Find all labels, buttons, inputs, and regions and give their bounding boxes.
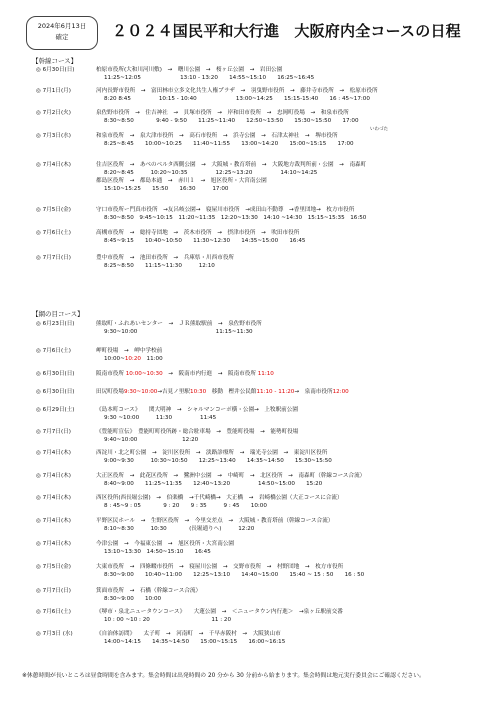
route-line: 大正区役所 → 此花区役所 → 鷺洲中公園 → 中崎町 → 北区役所 → 南森町（幹線コース合流） xyxy=(96,473,366,479)
schedule-date: ◎ 6月30日(日) xyxy=(36,67,75,73)
schedule-date: ◎ 6月23日(日) xyxy=(36,321,75,327)
time-line: 8:40~9:00 11:25~11:35 12:40~13:20 14:50~15:00 15:20 xyxy=(104,481,323,487)
footer-note: ※休憩時間が長いところは昼食時間を含みます。集会時間は出発時間の 20 分から 30 分前から始まります。集会時間は地元実行委員会にご確認ください。 xyxy=(22,673,425,679)
main-section-label: 【幹線コース】 xyxy=(32,57,78,65)
route-line: 平野区民ホール → 生野区役所 → 今里交差点 → 大阪城・教育塔前（幹線コース合流） xyxy=(96,518,334,524)
time-line: 8:30~9:00 10:00 xyxy=(104,596,162,602)
schedule-date: ◎ 7月7日(日) xyxy=(36,255,71,261)
route-segment: →吉見ノ里駅 xyxy=(157,389,191,395)
route-line: 大東市役所 → 四條畷市役所 → 寝屋川公園 → 交野市役所 → 村野団地 → 枚方市役所 xyxy=(96,564,344,570)
time-line: 9:00~9:30 10:30~10:50 12:25~13:40 14:35~14:50 15:30~15:50 xyxy=(104,458,332,464)
route-segment: 移動 樫井公民館 xyxy=(206,389,257,395)
route-line: 守口市役所ー門真市役所 →友呂岐公園→ 寝屋川市役所 →成田山不動尊 →香里団地→ 枚方市役所 xyxy=(96,207,355,213)
time-line: 9:30~10:00 11:15~11:30 xyxy=(104,329,253,335)
red-time: 12:00 xyxy=(332,389,349,395)
route-line: 柏原市役所(大和川河川敷) → 曙川公園 → 桜ヶ丘公園 → 岩田公園 xyxy=(96,67,283,73)
schedule-date: ◎ 7月4日(木) xyxy=(36,541,71,547)
red-time: 10:30 xyxy=(190,389,207,395)
time-line: 8:20~8:45 10:20~10:35 12:25~13:20 14:10~14:25 xyxy=(104,170,318,176)
route-line xyxy=(96,370,274,378)
route-segment: → 泉南市役所 xyxy=(294,389,333,395)
route-segment: → 阪南市内行進 → 阪南市役所 xyxy=(162,371,258,377)
schedule-date: ◎ 7月7日(日) xyxy=(36,429,71,435)
time-line xyxy=(104,355,163,363)
route-line: 西区役所(西長堀公園) → 伯楽橋 →千代崎橋→ 大正橋 → 岩崎橋公園（大正コースに合流） xyxy=(96,495,343,501)
time-line: 8:25~8:50 11:15~11:30 12:10 xyxy=(104,263,215,269)
schedule-date: ◎ 7月1日(月) xyxy=(36,88,71,94)
time-line: 9:30 ~10:00 11:30 11:45 xyxy=(104,415,217,421)
time-line: 9:40~10:00 12:20 xyxy=(104,437,199,443)
schedule-date: ◎ 7月4日(木) xyxy=(36,495,71,501)
route-line: 箕面市役所 → 石橋（幹線コース合流） xyxy=(96,588,202,594)
route-line: 住吉区役所 → あべのベルタ西側公園 → 大阪城・教育塔前 → 大阪地方裁判所前・公園 → 南森町 xyxy=(96,162,367,168)
confirmed-label: 確定 xyxy=(55,33,69,41)
route-line: 《島本町コース》 関大明神 → シャルマンコーポ横・公園→ 上牧駅前公園 xyxy=(96,407,298,413)
route-line: 都島区役所 → 都島本通 → 赤川１ → 旭区役所・大宮南公園 xyxy=(96,178,267,184)
schedule-date: ◎ 7月7日(日) xyxy=(36,588,71,594)
route-line: 河内長野市役所 → 富田林市立多文化共生人権プラザ → 羽曳野市役所 → 藤井寺市役所 → 松原市役所 xyxy=(96,88,378,94)
time-line: 8:10~8:30 10:30 (長堀通りへ) 12:20 xyxy=(104,526,255,532)
time-line: 8:30~8:50 9:45~10:15 11:20~11:35 12:20~13:30 14:10 ~14:30 15:15~15:35 16:50 xyxy=(104,215,367,221)
mesh-section-label: 【網の目コース】 xyxy=(32,310,84,318)
schedule-date: ◎ 7月5日(金) xyxy=(36,564,71,570)
schedule-date: ◎ 6月29日(土) xyxy=(36,407,75,413)
red-time: 11:10 - 11:20 xyxy=(256,389,295,395)
route-line: 和泉市役所 → 泉大津市役所 → 高石市役所 → 浜寺公園 → 石津太神社 → 堺市役所 xyxy=(96,133,338,139)
route-line: 《堺市・泉北ニュータウンコース》 大蓮公園 → ＜ニュータウン内行進＞ →泉ヶ丘駅前交番 xyxy=(96,609,343,615)
schedule-date: ◎ 7月5日(金) xyxy=(36,207,71,213)
route-line: 今津公園 → 今福東公園 → 旭区役所・大宮南公園 xyxy=(96,541,235,547)
red-time: 11:10 xyxy=(257,371,274,377)
schedule-date: ◎ 7月4日(木) xyxy=(36,162,71,168)
route-line: 熊取町・ふれあいセンター → ＪＲ熊取駅前 → 泉佐野市役所 xyxy=(96,321,262,327)
route-line: 《豊能町宣伝》 豊能町町役所跡・総合駐車場 → 豊能町役場 → 能勢町役場 xyxy=(96,429,299,435)
route-segment: 阪南市役所 xyxy=(96,371,126,377)
route-line: 泉佐野市役所 → 住吉神社 → 貝塚市役所 → 岸和田市役所 → 忠岡町役場 → 和泉市役所 xyxy=(96,110,349,116)
route-line: 岬町役場 → 岬中学校前 xyxy=(96,348,163,354)
route-line: 豊中市役所 → 池田市役所 → 兵庫県・川西市役所 xyxy=(96,255,235,261)
time-segment: 11:00 xyxy=(140,356,163,362)
time-line: 8 : 45~9 : 05 9 : 20 9 : 35 9 : 45 10:00 xyxy=(104,503,267,509)
page-title: ２０２４国民平和大行進 大阪府内全コースの日程 xyxy=(112,22,461,40)
schedule-date: ◎ 7月3日 (水) xyxy=(36,631,73,637)
time-line: 8:30~9:00 10:40~11:00 12:25~13:10 14:40~15:00 15:40 ~ 15 : 50 16 : 50 xyxy=(104,572,365,578)
schedule-date: ◎ 7月4日(木) xyxy=(36,518,71,524)
time-line: 8:25~8:45 10:00~10:25 11:40~11:55 13:00~14:20 15:00~15:15 17:00 xyxy=(104,141,354,147)
schedule-date: ◎ 7月6日(土) xyxy=(36,609,71,615)
time-line: 10 : 00 ~10 : 20 11 : 20 xyxy=(104,617,232,623)
red-time: 10:00~10:30 xyxy=(125,371,163,377)
schedule-date: ◎ 7月3日(水) xyxy=(36,133,71,139)
furigana-note: いわづた xyxy=(370,127,388,132)
red-time: 9:30~10:00 xyxy=(123,389,158,395)
time-line: 8:30~8:50 9:40 - 9:50 11:25~11:40 12:50~13:50 15:30~15:50 17:00 xyxy=(104,118,359,124)
route-line: 高槻市役所 → 総持寺団地 → 茨木市役所 → 摂津市役所 → 吹田市役所 xyxy=(96,230,300,236)
time-line: 14:00~14:15 14:35~14:50 15:00~15:15 16:00~16:15 xyxy=(104,639,286,645)
schedule-date: ◎ 7月2日(火) xyxy=(36,110,71,116)
time-line: 8:20 8:45 10:15 - 10:40 13:00~14:25 15:15-15:40 16 : 45~17:00 xyxy=(104,96,370,102)
schedule-date: ◎ 6月30日(日) xyxy=(36,371,75,377)
schedule-date: ◎ 6月30日(日) xyxy=(36,389,75,395)
schedule-date: ◎ 7月6日(土) xyxy=(36,348,71,354)
route-line: 《自治体訪問》 太子町 → 河南町 → 千早赤阪村 → 大阪狭山市 xyxy=(96,631,281,637)
date-label: 2024年6月13日 xyxy=(37,22,87,30)
date-box xyxy=(26,16,98,50)
schedule-date: ◎ 7月4日(木) xyxy=(36,450,71,456)
route-line: 西淀川・北之町公園 → 淀川区役所 → 淡路診療所 → 瑞光寺公園 → 東淀川区役所 xyxy=(96,450,328,456)
route-segment: 田尻町役場 xyxy=(96,389,124,395)
red-time: 10:20 xyxy=(124,356,141,362)
schedule-date: ◎ 7月6日(土) xyxy=(36,230,71,236)
time-line: 11:25~12:05 13:10 - 13:20 14:55~15:10 16:25~16:45 xyxy=(104,75,315,81)
schedule-date: ◎ 7月4日(木) xyxy=(36,473,71,479)
time-line: 13:10~13:30 14:50~15:10 16:45 xyxy=(104,549,211,555)
time-line: 8:45~9:15 10:40~10:50 11:30~12:30 14:35~15:00 16:45 xyxy=(104,238,306,244)
time-line: 15:10~15:25 15:50 16:30 17:00 xyxy=(104,186,229,192)
route-line xyxy=(96,388,349,396)
time-segment: 10:00~ xyxy=(104,356,125,362)
